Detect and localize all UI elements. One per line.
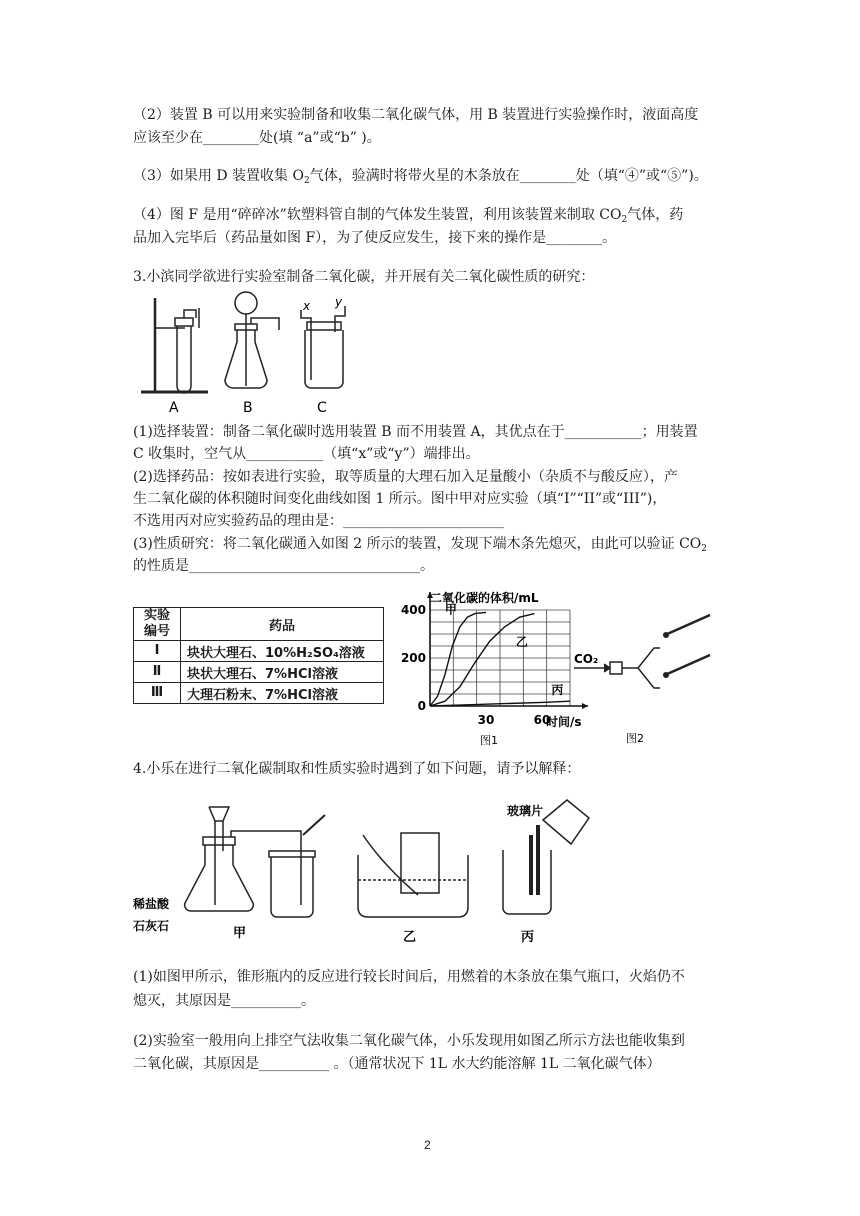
fig2-co2-label: CO₂ bbox=[574, 652, 599, 666]
q3-s1-line2: C 收集时，空气从___________（填“x”或“y”）端排出。 bbox=[133, 446, 480, 462]
chart-y-tick-label: 200 bbox=[400, 651, 426, 665]
label-acid: 稀盐酸 bbox=[133, 897, 170, 911]
table-cell-id: Ⅱ bbox=[134, 662, 181, 683]
label-jia: 甲 bbox=[233, 926, 247, 941]
apparatus-label-a: A bbox=[169, 400, 179, 416]
chart-y-tick-label: 400 bbox=[400, 603, 426, 617]
experiment-table bbox=[133, 607, 384, 704]
q2-p3 bbox=[133, 165, 708, 192]
table-cell-id: Ⅲ bbox=[134, 683, 181, 704]
chart-caption: 图1 bbox=[480, 734, 498, 747]
chart-series-label: 丙 bbox=[551, 683, 564, 697]
table-cell-reagent: 大理石粉末、7%HCl溶液 bbox=[181, 683, 384, 704]
label-stone: 石灰石 bbox=[133, 919, 170, 933]
table-row bbox=[134, 662, 384, 683]
fig2-caption: 图2 bbox=[626, 732, 644, 745]
q4-s2-line1: (2)实验室一般用向上排空气法收集二氧化碳气体，小乐发现用如图乙所示方法也能收集到 bbox=[133, 1033, 685, 1049]
q2-p3-text-b: 气体，验满时将带火星的木条放在________处（填“④”或“⑤”)。 bbox=[309, 168, 708, 184]
fig2-apparatus bbox=[570, 610, 720, 750]
table-cell-reagent: 块状大理石、7%HCl溶液 bbox=[181, 662, 384, 683]
label-glass: 玻璃片 bbox=[507, 804, 544, 818]
table-row bbox=[134, 641, 384, 662]
q4-figure-jia bbox=[133, 795, 633, 950]
q2-p3-subscript: 2 bbox=[303, 176, 310, 186]
q3-s3-subscript: 2 bbox=[701, 544, 708, 554]
q3-s3-text-a: (3)性质研究：将二氧化碳通入如图 2 所示的装置，发现下端木条先熄灭，由此可以验证 CO bbox=[133, 536, 702, 552]
table-header-row bbox=[134, 608, 384, 641]
apparatus-label-x: x bbox=[303, 299, 311, 313]
q4-title: 4.小乐在进行二氧化碳制取和性质实验时遇到了如下问题，请予以解释： bbox=[133, 761, 581, 777]
lower-stick-tip bbox=[663, 672, 669, 678]
apparatus-label-b: B bbox=[243, 400, 253, 416]
q3-s2-line3: 不选用丙对应实验药品的理由是：_______________________ bbox=[133, 513, 504, 529]
q2-p2-line1: （2）装置 B 可以用来实验制备和收集二氧化碳气体，用 B 装置进行实验操作时，液面高度 bbox=[133, 107, 699, 123]
chart-x-tick-label: 60 bbox=[533, 713, 551, 727]
q4-s1-line1: (1)如图甲所示，锥形瓶内的反应进行较长时间后，用燃着的木条放在集气瓶口，火焰仍不 bbox=[133, 969, 685, 985]
chart-xlabel: 时间/s bbox=[546, 715, 582, 729]
q3-title: 3.小滨同学欲进行实验室制备二氧化碳，并开展有关二氧化碳性质的研究： bbox=[133, 269, 595, 285]
table-header-reagent: 药品 bbox=[181, 608, 384, 641]
q2-p4-subscript: 2 bbox=[621, 215, 628, 225]
co2-volume-chart bbox=[398, 588, 598, 748]
q2-p4-text-b: 气体，药 bbox=[627, 207, 684, 223]
chart-series-label: 乙 bbox=[515, 635, 528, 649]
chart-grid bbox=[430, 610, 570, 706]
chart-y-tick-label: 0 bbox=[417, 699, 426, 713]
q3-s3-line2: 的性质是_________________________________。 bbox=[133, 558, 434, 574]
q2-p4-text-a: （4）图 F 是用“碎碎冰”软塑料管自制的气体发生装置，利用该装置来制取 CO bbox=[133, 207, 622, 223]
chart-title: 二氧化碳的体积/mL bbox=[430, 591, 539, 605]
chart-series-label: 甲 bbox=[444, 602, 457, 617]
q2-p4-line2: 品加入完毕后（药品量如图 F），为了使反应发生，接下来的操作是________。 bbox=[133, 230, 617, 246]
q4-s2-line2: 二氧化碳，其原因是__________ 。（通常状况下 1L 水大约能溶解 1L 二氧化碳气体） bbox=[133, 1056, 661, 1072]
q2-p2-line2: 应该至少在________处(填 “a”或“b” )。 bbox=[133, 130, 381, 146]
q3-apparatus-figure bbox=[133, 288, 363, 418]
chart-series-line bbox=[430, 614, 535, 706]
q3-s2-line1: (2)选择药品：按如表进行实验，取等质量的大理石加入足量酸小（杂质不与酸反应），产 bbox=[133, 469, 678, 485]
table-row bbox=[134, 683, 384, 704]
chart-ticks-group bbox=[401, 603, 550, 727]
q3-s1-line1: (1)选择装置：制备二氧化碳时选用装置 B 而不用装置 A，其优点在于___________；用装置 bbox=[133, 424, 698, 440]
q3-s2-line2: 生二氧化碳的体积随时间变化曲线如图 1 所示。图中甲对应实验（填“I”“II”或“III”)， bbox=[133, 491, 667, 507]
page-number: 2 bbox=[424, 1138, 431, 1152]
apparatus-label-y: y bbox=[335, 295, 343, 309]
table-header-id: 实验 编号 bbox=[134, 608, 181, 641]
chart-x-tick-label: 30 bbox=[477, 713, 495, 727]
label-bing: 丙 bbox=[521, 930, 535, 945]
table-cell-reagent: 块状大理石、10%H₂SO₄溶液 bbox=[181, 641, 384, 662]
upper-stick-tip bbox=[663, 632, 669, 638]
q4-s1-line2: 熄灭，其原因是__________。 bbox=[133, 993, 315, 1009]
q2-p3-text-a: （3）如果用 D 装置收集 O bbox=[133, 168, 304, 184]
apparatus-label-c: C bbox=[317, 400, 327, 416]
label-yi: 乙 bbox=[403, 930, 417, 945]
table-cell-id: Ⅰ bbox=[134, 641, 181, 662]
